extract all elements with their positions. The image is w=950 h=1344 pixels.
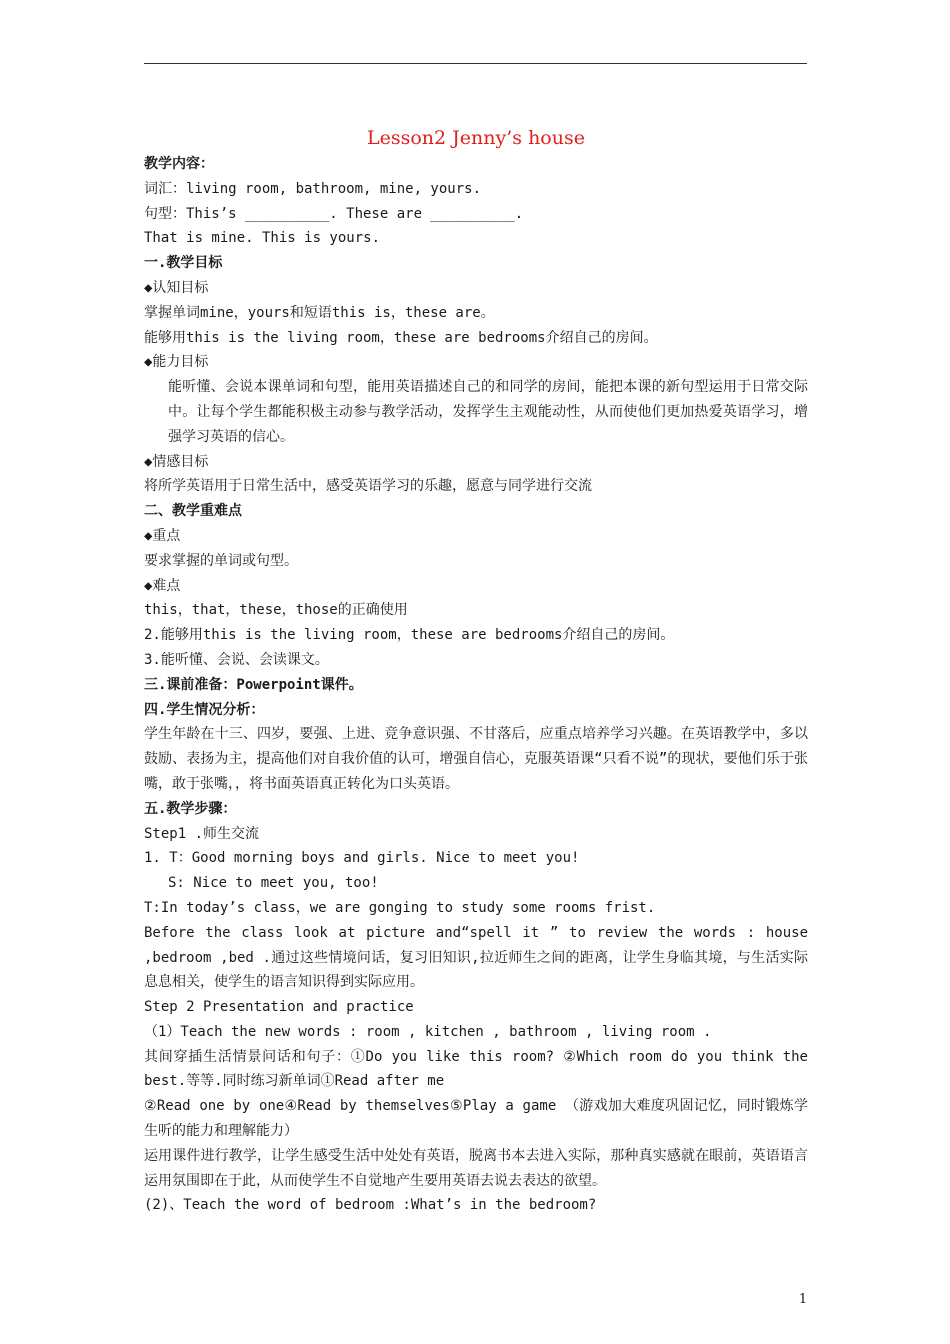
text-line: 五.教学步骤： — [144, 800, 237, 817]
text-line: 句型：This’s __________. These are __________. — [144, 205, 524, 222]
text-line: ◆认知目标 — [144, 279, 209, 296]
text-line: That is mine. This is yours. — [144, 230, 381, 247]
text-line: this，that，these，those的正确使用 — [144, 602, 408, 619]
text-line: 二、教学重难点 — [144, 503, 242, 520]
document-body — [144, 124, 808, 1218]
text-line: Before the class look at picture and“spell it ” to review the words : house ,bedroom ,bed .通过这些情境问话，复习旧知识,拉近师生之间的距离，让学生身临其境，与生活实际息息相关，使学生的语言知识得到实际应用。 — [144, 924, 808, 991]
text-line: ◆重点 — [144, 527, 181, 544]
text-line: 学生年龄在十三、四岁，要强、上进、竞争意识强、不甘落后，应重点培养学习兴趣。在英语教学中，多以鼓励、表扬为主，提高他们对自我价值的认可，增强自信心，克服英语课“只看不说”的现状，要他们乐于张嘴，敢于张嘴，，将书面英语真正转化为口头英语。 — [144, 726, 808, 792]
text-line: 词汇：living room, bathroom, mine, yours. — [144, 180, 482, 197]
text-line: T:In today’s class，we are gonging to study some rooms frist. — [144, 899, 656, 916]
header-rule — [144, 63, 807, 64]
text-line: ◆情感目标 — [144, 453, 209, 470]
text-line: (2)、Teach the word of bedroom :What’s in the bedroom? — [144, 1197, 597, 1214]
text-line: 掌握单词mine，yours和短语this is，these are。 — [144, 304, 495, 321]
lesson-text — [144, 152, 808, 1218]
text-line: 其间穿插生活情景问话和句子：①Do you like this room? ②Which room do you think the best.等等.同时练习新单词①Read after me — [144, 1048, 808, 1090]
text-line: 运用课件进行教学，让学生感受生活中处处有英语，脱离书本去进入实际，那种真实感就在眼前，英语语言运用氛围即在于此，从而使学生不自觉地产生要用英语去说去表达的欲望。 — [144, 1147, 808, 1189]
text-line: 四.学生情况分析： — [144, 701, 265, 718]
text-line: 教学内容： — [144, 156, 214, 172]
text-line: 能够用this is the living room，these are bedrooms介绍自己的房间。 — [144, 329, 658, 346]
text-line: Step 2 Presentation and practice — [144, 999, 414, 1016]
text-line: Step1 .师生交流 — [144, 825, 260, 842]
text-line: ②Read one by one④Read by themselves⑤Play a game （游戏加大难度巩固记忆，同时锻炼学生听的能力和理解能力） — [144, 1098, 808, 1140]
page-number: 1 — [798, 1292, 808, 1307]
text-line: 1. T：Good morning boys and girls. Nice to meet you! — [144, 850, 580, 867]
text-line: 将所学英语用于日常生活中，感受英语学习的乐趣，愿意与同学进行交流 — [144, 478, 592, 495]
text-line: 能听懂、会说本课单词和句型，能用英语描述自己的和同学的房间，能把本课的新句型运用于日常交际中。让每个学生都能积极主动参与教学活动，发挥学生主观能动性，从而使他们更加热爱英语学习，增强学习英语的信心。 — [168, 379, 808, 445]
text-line: ◆能力目标 — [144, 354, 209, 371]
text-line: （1）Teach the new words : room , kitchen , bathroom , living room . — [144, 1023, 712, 1040]
text-line: S: Nice to meet you, too! — [168, 875, 379, 892]
text-line: ◆难点 — [144, 577, 181, 594]
page-title: Lesson2 Jenny’s house — [367, 127, 585, 149]
text-line: 2.能够用this is the living room，these are bedrooms介绍自己的房间。 — [144, 627, 675, 644]
text-line: 一.教学目标 — [144, 255, 223, 272]
text-line: 3.能听懂、会说、会读课文。 — [144, 651, 329, 668]
text-line: 三.课前准备：Powerpoint课件。 — [144, 676, 363, 693]
text-line: 要求掌握的单词或句型。 — [144, 552, 298, 569]
